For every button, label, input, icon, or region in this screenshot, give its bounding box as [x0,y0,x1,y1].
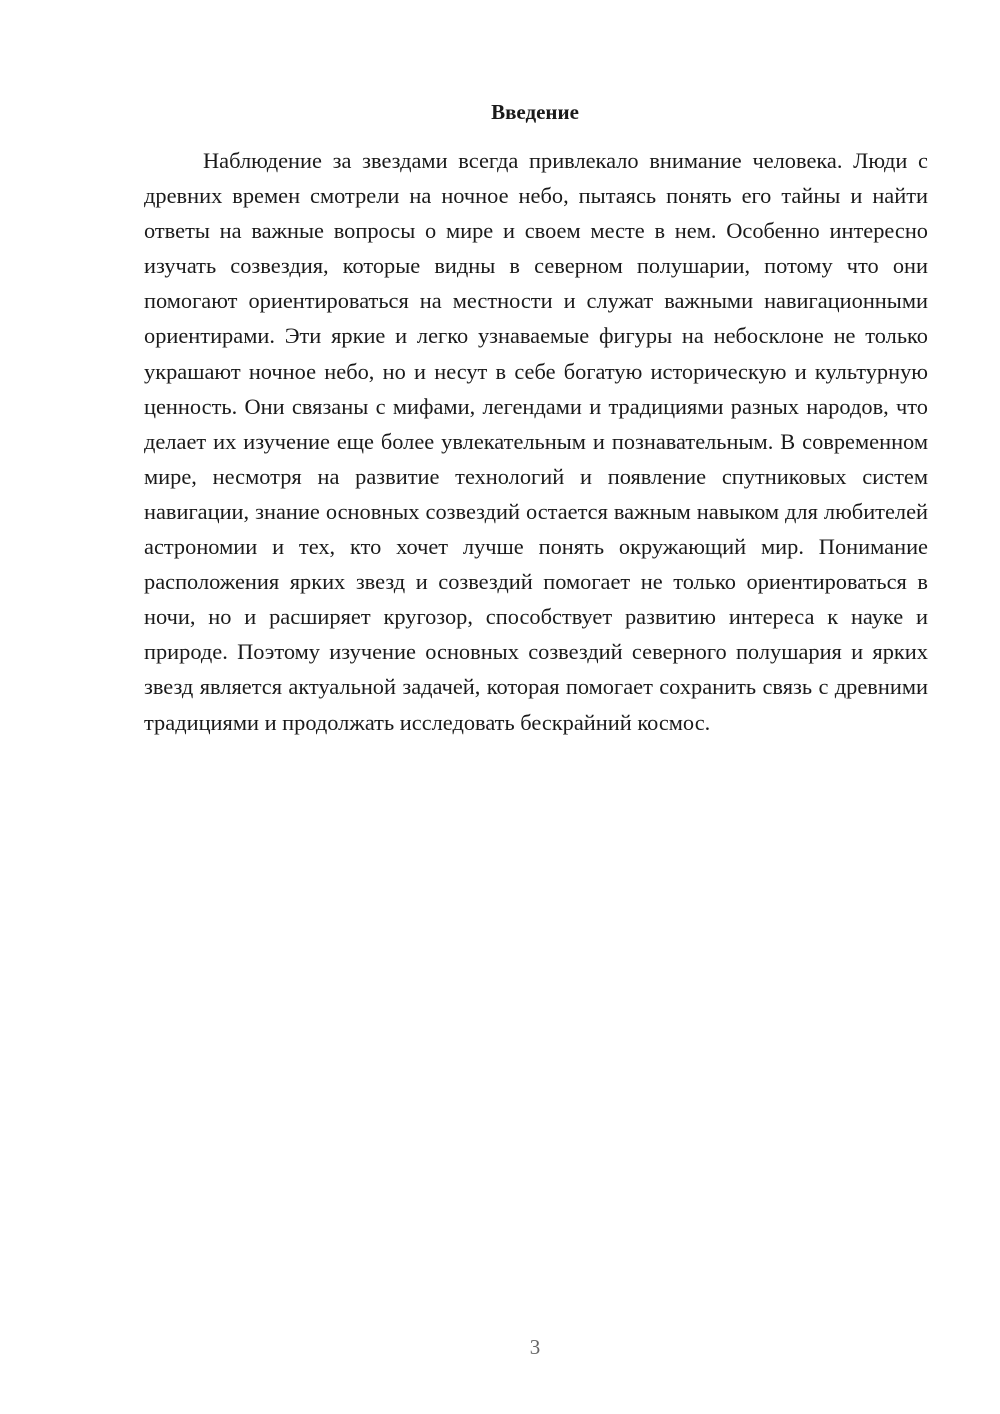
body-paragraph: Наблюдение за звездами всегда привлекало внимание человека. Люди с древних времен смотрели на ночное небо, пытаясь понять его тайны и найти ответы на важные вопросы о мире и своем месте в нем. Особенно интересно изучать созвездия, которые видны в северном полушарии, потому что они помогают ориентироваться на местности и служат важными навигационными ориентирами. Эти яркие и легко узнаваемые фигуры на небосклоне не только украшают ночное небо, но и несут в себе богатую историческую и культурную ценность. Они связаны с мифами, легендами и традициями разных народов, что делает их изучение еще более увлекательным и познавательным. В современном мире, несмотря на развитие технологий и появление спутниковых систем навигации, знание основных созвездий остается важным навыком для любителей астрономии и тех, кто хочет лучше понять окружающий мир. Понимание расположения ярких звезд и созвездий помогает не только ориентироваться в ночи, но и расширяет кругозор, способствует развитию интереса к науке и природе. Поэтому изучение основных созвездий северного полушария и ярких звезд является актуальной задачей, которая помогает сохранить связь с древними традициями и продолжать исследовать бескрайний космос. [144,148,928,735]
page-number: 3 [529,1335,541,1359]
section-heading: Введение [491,100,579,124]
